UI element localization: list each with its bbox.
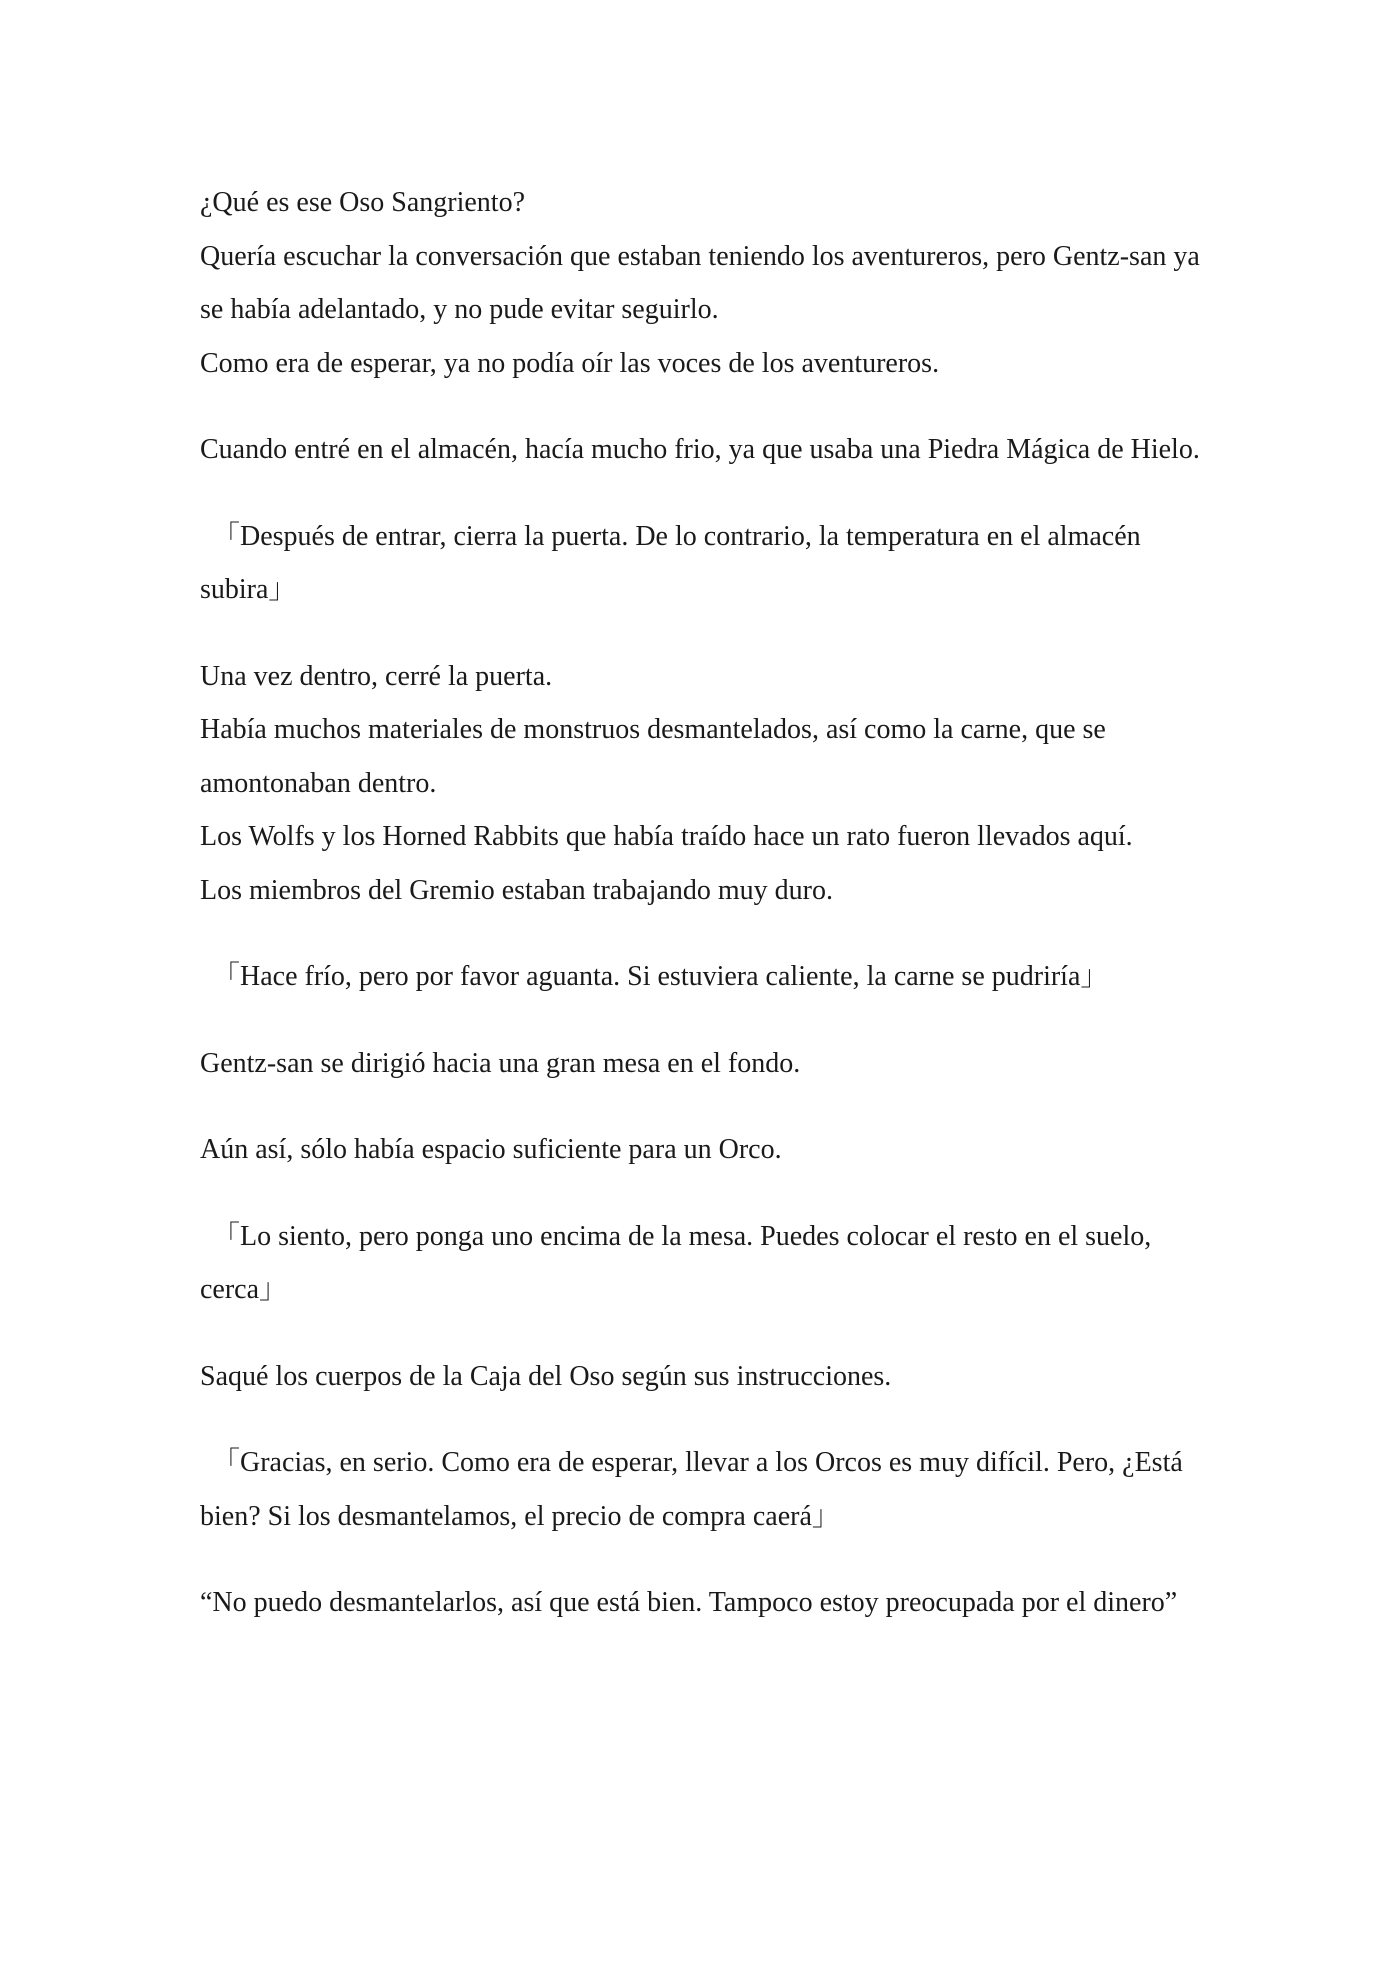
narration-paragraph: Cuando entré en el almacén, hacía mucho frio, ya que usaba una Piedra Mágica de Hielo. xyxy=(200,434,1200,465)
dialogue-paragraph: 「Hace frío, pero por favor aguanta. Si estuviera caliente, la carne se pudriría」 xyxy=(212,961,1109,992)
dialogue-paragraph: 「Después de entrar, cierra la puerta. De lo contrario, la temperatura en el almacén subira」 xyxy=(200,520,1141,605)
narration-paragraph: Como era de esperar, ya no podía oír las voces de los aventureros. xyxy=(200,347,940,379)
narration-paragraph: ¿Qué es ese Oso Sangriento? xyxy=(200,187,526,218)
narration-paragraph: Quería escuchar la conversación que estaban teniendo los aventureros, pero Gentz-san ya se había adelantado, y no pude evitar seguirlo. xyxy=(200,240,1200,325)
document-body xyxy=(200,176,1210,1630)
narration-paragraph: Una vez dentro, cerré la puerta. xyxy=(200,660,553,692)
narration-paragraph: Había muchos materiales de monstruos desmantelados, así como la carne, que se amontonaban dentro. xyxy=(200,714,1106,799)
narration-paragraph: Aún así, sólo había espacio suficiente para un Orco. xyxy=(200,1134,782,1165)
dialogue-paragraph: 「Gracias, en serio. Como era de esperar, llevar a los Orcos es muy difícil. Pero, ¿Está bien? Si los desmantelamos, el precio de compra caerá」 xyxy=(200,1447,1183,1532)
quoted-dialogue-paragraph: “No puedo desmantelarlos, así que está bien. Tampoco estoy preocupada por el dinero” xyxy=(200,1587,1178,1618)
narration-paragraph: Saqué los cuerpos de la Caja del Oso según sus instrucciones. xyxy=(200,1360,892,1392)
narration-paragraph: Gentz-san se dirigió hacia una gran mesa en el fondo. xyxy=(200,1047,801,1079)
narration-paragraph: Los miembros del Gremio estaban trabajando muy duro. xyxy=(200,874,833,906)
dialogue-paragraph: 「Lo siento, pero ponga uno encima de la mesa. Puedes colocar el resto en el suelo, cerca」 xyxy=(200,1220,1152,1305)
narration-paragraph: Los Wolfs y los Horned Rabbits que había traído hace un rato fueron llevados aquí. xyxy=(200,821,1133,852)
